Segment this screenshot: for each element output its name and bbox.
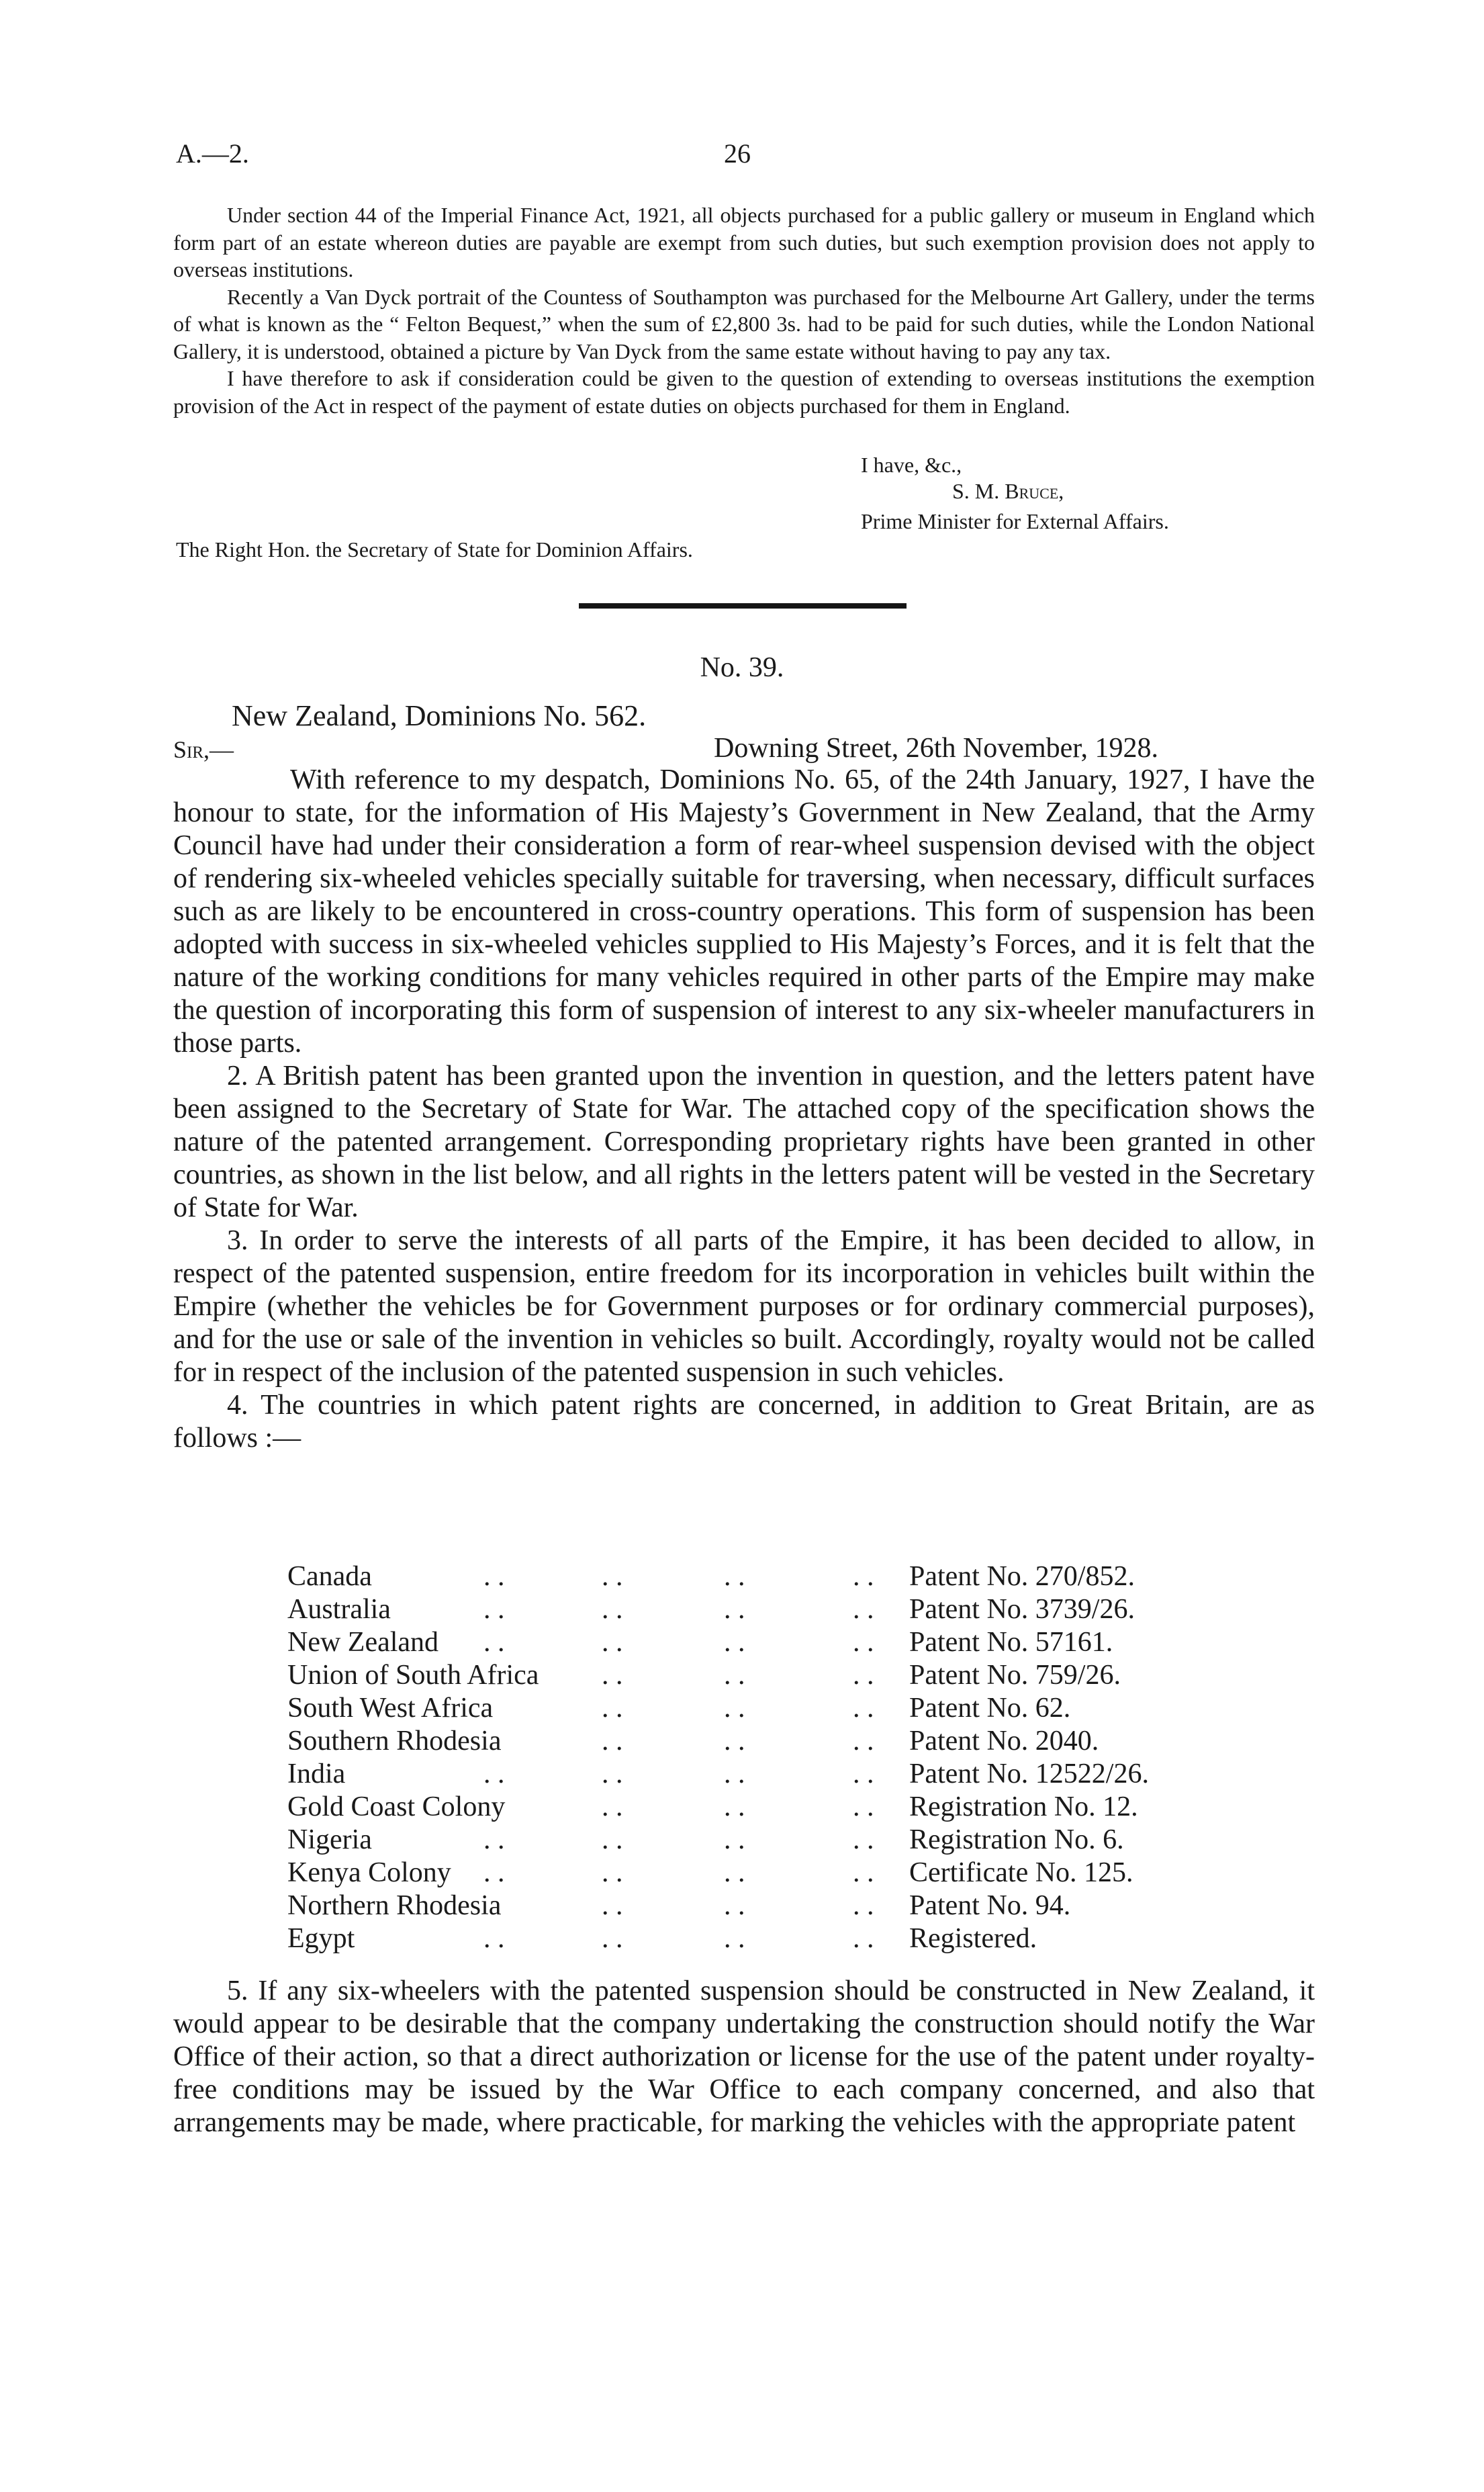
leader-dots: . . . . . . . . — [483, 1759, 874, 1789]
letter-closing: I have, &c., — [861, 453, 962, 477]
patent-registration: Patent No. 270/852. — [909, 1561, 1135, 1592]
document-number: No. 39. — [700, 652, 784, 683]
letter-paragraph: Under section 44 of the Imperial Finance Act, 1921, all objects purchased for a public gallery or museum in England which form part of an estate whereon duties are payable are exempt from such duties, but such exemption provision does not apply to overseas institutions. — [173, 203, 1315, 281]
salutation: Sir,— — [173, 736, 234, 763]
patent-list — [287, 1560, 1295, 1955]
patent-country: Canada — [287, 1561, 372, 1592]
section-divider — [579, 603, 907, 609]
patent-row — [287, 1692, 1295, 1725]
leader-dots: . . . . . . . . — [483, 1594, 874, 1625]
leader-dots: . . . . . . — [602, 1660, 874, 1691]
patent-registration: Certificate No. 125. — [909, 1857, 1133, 1888]
dateline: Downing Street, 26th November, 1928. — [714, 733, 1159, 764]
letter-addressee: The Right Hon. the Secretary of State for Dominion Affairs. — [176, 537, 693, 562]
patent-registration: Registration No. 6. — [909, 1824, 1124, 1855]
despatch-paragraph: 4. The countries in which patent rights are concerned, in addition to Great Britain, are as follows :— — [173, 1390, 1315, 1454]
leader-dots: . . . . . . . . — [483, 1824, 874, 1855]
despatch-body — [173, 764, 1315, 1455]
patent-registration: Patent No. 3739/26. — [909, 1594, 1135, 1625]
despatch-paragraph: 2. A British patent has been granted upon the invention in question, and the letters patent have been assigned to the Secretary of State for War. The attached copy of the specification shows the nature of the patented arrangement. Corresponding proprietary rights have been granted in other countries, as shown in the list below, and all rights in the letters patent will be vested in the Secretary of State for War. — [173, 1061, 1315, 1223]
despatch-body-continued — [173, 1975, 1315, 2139]
despatch-paragraph: 5. If any six-wheelers with the patented suspension should be constructed in New Zealand, it would appear to be desirable that the company undertaking the construction should notify the War Office of their action, so that a direct authorization or license for the use of the patent under royalty-free conditions may be issued by the War Office to each company concerned, and also that arrangements may be made, where practicable, for marking the vehicles with the appropriate patent — [173, 1975, 1315, 2138]
patent-row — [287, 1922, 1295, 1955]
patent-registration: Registered. — [909, 1923, 1037, 1954]
patent-registration: Patent No. 62. — [909, 1693, 1071, 1724]
leader-dots: . . . . . . — [602, 1791, 874, 1822]
leader-dots: . . . . . . — [602, 1693, 874, 1724]
letter-signature: S. M. Bruce, — [952, 479, 1064, 503]
letter-paragraph: Recently a Van Dyck portrait of the Countess of Southampton was purchased for the Melbourne Art Gallery, under the terms of what is known as the “ Felton Bequest,” when the sum of £2,800 3s. had to be paid for such duties, while the London National Gallery, it is understood, obtained a picture by Van Dyck from the same estate without having to pay any tax. — [173, 284, 1315, 363]
leader-dots: . . . . . . . . — [483, 1627, 874, 1658]
patent-country: Union of South Africa — [287, 1660, 539, 1691]
letter-paragraph: I have therefore to ask if consideration could be given to the question of extending to overseas institutions the exemption provision of the Act in respect of the payment of estate duties on objects purchased for them in England. — [173, 366, 1315, 418]
patent-country: Australia — [287, 1594, 391, 1625]
patent-country: India — [287, 1759, 346, 1789]
patent-registration: Patent No. 759/26. — [909, 1660, 1121, 1691]
leader-dots: . . . . . . . . — [483, 1561, 874, 1592]
patent-country: Northern Rhodesia — [287, 1890, 502, 1921]
patent-row — [287, 1626, 1295, 1659]
patent-country: South West Africa — [287, 1693, 494, 1724]
leader-dots: . . . . . . . . — [483, 1857, 874, 1888]
leader-dots: . . . . . . . . — [483, 1923, 874, 1954]
letter-body — [173, 202, 1315, 419]
page-number: 26 — [724, 138, 751, 169]
patent-row — [287, 1857, 1295, 1889]
document-reference-header: A.—2. — [176, 138, 249, 169]
leader-dots: . . . . . . — [602, 1890, 874, 1921]
letter-signature-title: Prime Minister for External Affairs. — [861, 509, 1169, 533]
patent-row — [287, 1560, 1295, 1593]
patent-registration: Patent No. 12522/26. — [909, 1759, 1149, 1789]
patent-country: Nigeria — [287, 1824, 372, 1855]
patent-row — [287, 1659, 1295, 1692]
patent-row — [287, 1889, 1295, 1922]
despatch-paragraph: With reference to my despatch, Dominions No. 65, of the 24th January, 1927, I have the honour to state, for the information of His Majesty’s Government in New Zealand, that the Army Council have had under their consideration a form of rear-wheel suspension devised with the object of rendering six-wheeled vehicles specially suitable for traversing, when necessary, difficult surfaces such as are likely to be encountered in cross-country operations. This form of suspension has been adopted with success in six-wheeled vehicles supplied to His Majesty’s Forces, and it is felt that the nature of the working conditions for many vehicles required in other parts of the Empire may make the question of incorporating this form of suspension of interest to any six-wheeler manufacturers in those parts. — [173, 764, 1315, 1059]
patent-registration: Patent No. 57161. — [909, 1627, 1113, 1658]
patent-country: New Zealand — [287, 1627, 439, 1658]
patent-row — [287, 1791, 1295, 1824]
despatch-paragraph: 3. In order to serve the interests of all parts of the Empire, it has been decided to allow, in respect of the patented suspension, entire freedom for its incorporation in vehicles built within the Empire (whether the vehicles be for Government purposes or for ordinary commercial purposes), and for the use or sale of the invention in vehicles so built. Accordingly, royalty would not be called for in respect of the inclusion of the patented suspension in such vehicles. — [173, 1225, 1315, 1388]
patent-country: Egypt — [287, 1923, 355, 1954]
patent-row — [287, 1725, 1295, 1758]
patent-country: Southern Rhodesia — [287, 1726, 502, 1756]
patent-row — [287, 1758, 1295, 1791]
leader-dots: . . . . . . — [602, 1726, 874, 1756]
patent-row — [287, 1824, 1295, 1857]
patent-country: Kenya Colony — [287, 1857, 451, 1888]
patent-row — [287, 1593, 1295, 1626]
patent-country: Gold Coast Colony — [287, 1791, 506, 1822]
patent-registration: Registration No. 12. — [909, 1791, 1138, 1822]
patent-registration: Patent No. 2040. — [909, 1726, 1099, 1756]
despatch-reference: New Zealand, Dominions No. 562. — [232, 699, 647, 732]
patent-registration: Patent No. 94. — [909, 1890, 1071, 1921]
